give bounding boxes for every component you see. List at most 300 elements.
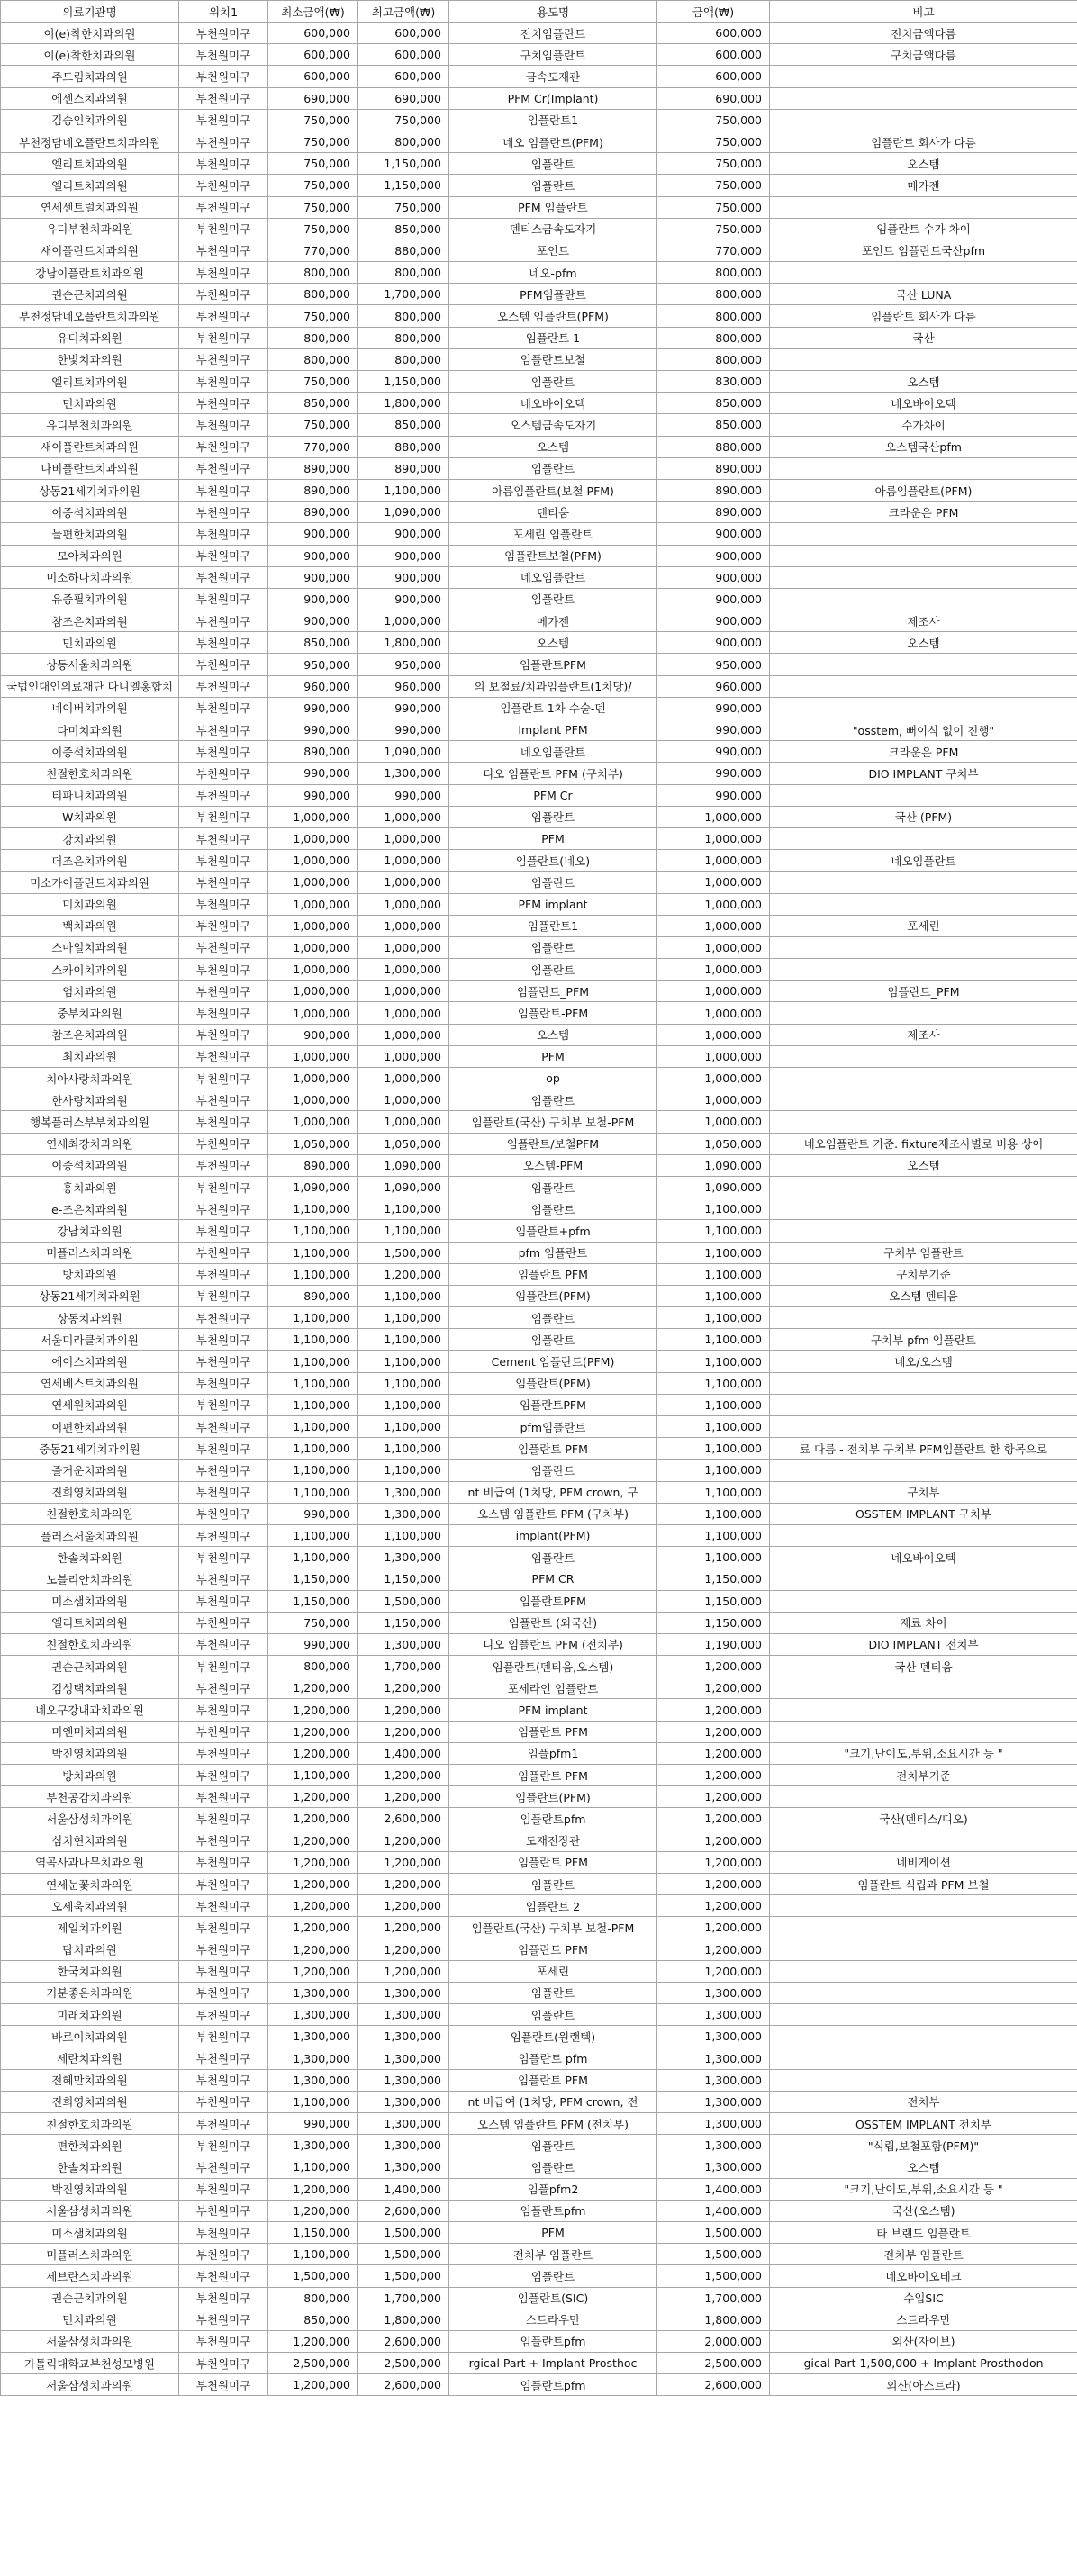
price-cell[interactable]: 1,200,000 — [657, 1895, 770, 1917]
usage-name-cell[interactable]: 임플란트(원랜텍) — [449, 2026, 657, 2047]
location-cell[interactable]: 부천원미구 — [179, 1351, 268, 1372]
location-cell[interactable]: 부천원미구 — [179, 893, 268, 915]
price-cell[interactable]: 1,050,000 — [657, 1133, 770, 1154]
hospital-name-cell[interactable]: 주드림치과의원 — [1, 66, 179, 87]
max-price-cell[interactable]: 900,000 — [358, 588, 449, 610]
max-price-cell[interactable]: 1,200,000 — [358, 1960, 449, 1982]
min-price-cell[interactable]: 1,300,000 — [268, 2004, 358, 2026]
usage-name-cell[interactable]: 포세라인 임플란트 — [449, 1677, 657, 1699]
price-cell[interactable]: 1,100,000 — [657, 1460, 770, 1481]
location-cell[interactable]: 부천원미구 — [179, 1503, 268, 1524]
location-cell[interactable]: 부천원미구 — [179, 218, 268, 240]
usage-name-cell[interactable]: 임플란트-PFM — [449, 1002, 657, 1024]
min-price-cell[interactable]: 1,000,000 — [268, 827, 358, 849]
note-cell[interactable] — [770, 1416, 1077, 1438]
location-cell[interactable]: 부천원미구 — [179, 2200, 268, 2221]
location-cell[interactable]: 부천원미구 — [179, 2221, 268, 2243]
max-price-cell[interactable]: 1,300,000 — [358, 2026, 449, 2047]
note-cell[interactable] — [770, 1307, 1077, 1329]
price-cell[interactable]: 900,000 — [657, 632, 770, 654]
location-cell[interactable]: 부천원미구 — [179, 371, 268, 393]
price-cell[interactable]: 990,000 — [657, 763, 770, 784]
note-cell[interactable]: 아름임플란트(PFM) — [770, 479, 1077, 501]
usage-name-cell[interactable]: 의 보철료/치과임플란트(1치당)/ — [449, 675, 657, 697]
price-cell[interactable]: 1,000,000 — [657, 850, 770, 872]
usage-name-cell[interactable]: 임플pfm1 — [449, 1742, 657, 1764]
note-cell[interactable]: 크라운은 PFM — [770, 502, 1077, 523]
price-cell[interactable]: 1,000,000 — [657, 959, 770, 981]
price-cell[interactable]: 770,000 — [657, 240, 770, 261]
price-cell[interactable]: 900,000 — [657, 545, 770, 566]
min-price-cell[interactable]: 1,100,000 — [268, 1198, 358, 1220]
min-price-cell[interactable]: 1,200,000 — [268, 1677, 358, 1699]
usage-name-cell[interactable]: 임플란트 1 — [449, 327, 657, 348]
location-cell[interactable]: 부천원미구 — [179, 1917, 268, 1939]
max-price-cell[interactable]: 1,200,000 — [358, 1677, 449, 1699]
price-cell[interactable]: 1,000,000 — [657, 872, 770, 893]
max-price-cell[interactable]: 1,000,000 — [358, 1111, 449, 1133]
location-cell[interactable]: 부천원미구 — [179, 959, 268, 981]
min-price-cell[interactable]: 1,100,000 — [268, 1263, 358, 1285]
location-cell[interactable]: 부천원미구 — [179, 284, 268, 305]
min-price-cell[interactable]: 750,000 — [268, 305, 358, 327]
hospital-name-cell[interactable]: 심치현치과의원 — [1, 1830, 179, 1851]
price-cell[interactable]: 830,000 — [657, 371, 770, 393]
location-cell[interactable]: 부천원미구 — [179, 2026, 268, 2047]
min-price-cell[interactable]: 900,000 — [268, 566, 358, 588]
max-price-cell[interactable]: 1,000,000 — [358, 872, 449, 893]
note-cell[interactable]: 국산(덴티스/디오) — [770, 1808, 1077, 1830]
hospital-name-cell[interactable]: 강치과의원 — [1, 827, 179, 849]
price-cell[interactable]: 1,200,000 — [657, 1721, 770, 1742]
price-cell[interactable]: 1,100,000 — [657, 1547, 770, 1568]
usage-name-cell[interactable]: 오스템 임플란트 PFM (전치부) — [449, 2113, 657, 2135]
price-cell[interactable]: 1,000,000 — [657, 981, 770, 1002]
note-cell[interactable] — [770, 457, 1077, 479]
location-cell[interactable]: 부천원미구 — [179, 153, 268, 175]
location-cell[interactable]: 부천원미구 — [179, 1721, 268, 1742]
min-price-cell[interactable]: 750,000 — [268, 218, 358, 240]
usage-name-cell[interactable]: PFM — [449, 2221, 657, 2243]
max-price-cell[interactable]: 1,300,000 — [358, 2113, 449, 2135]
location-cell[interactable]: 부천원미구 — [179, 1460, 268, 1481]
min-price-cell[interactable]: 1,300,000 — [268, 1982, 358, 2003]
min-price-cell[interactable]: 850,000 — [268, 2309, 358, 2330]
hospital-name-cell[interactable]: 미플러스치과의원 — [1, 2244, 179, 2265]
usage-name-cell[interactable]: 임플란트 PFM — [449, 1939, 657, 1960]
note-cell[interactable] — [770, 1002, 1077, 1024]
max-price-cell[interactable]: 1,200,000 — [358, 1721, 449, 1742]
usage-name-cell[interactable]: 오스템 임플란트 PFM (구치부) — [449, 1503, 657, 1524]
usage-name-cell[interactable]: 전치임플란트 — [449, 23, 657, 44]
hospital-name-cell[interactable]: 진희영치과의원 — [1, 1481, 179, 1503]
location-cell[interactable]: 부천원미구 — [179, 1612, 268, 1633]
hospital-name-cell[interactable]: 미소샘치과의원 — [1, 1590, 179, 1612]
price-cell[interactable]: 2,000,000 — [657, 2330, 770, 2352]
min-price-cell[interactable]: 890,000 — [268, 1154, 358, 1176]
usage-name-cell[interactable]: 임플란트pfm — [449, 2330, 657, 2352]
usage-name-cell[interactable]: pfm 임플란트 — [449, 1242, 657, 1263]
location-cell[interactable]: 부천원미구 — [179, 632, 268, 654]
note-cell[interactable]: 전치부 — [770, 2091, 1077, 2112]
price-cell[interactable]: 1,200,000 — [657, 1742, 770, 1764]
usage-name-cell[interactable]: 임플란트 — [449, 588, 657, 610]
location-cell[interactable]: 부천원미구 — [179, 1372, 268, 1394]
price-cell[interactable]: 1,200,000 — [657, 1917, 770, 1939]
min-price-cell[interactable]: 900,000 — [268, 1024, 358, 1045]
location-cell[interactable]: 부천원미구 — [179, 1329, 268, 1351]
note-cell[interactable]: 전치부 임플란트 — [770, 2244, 1077, 2265]
note-cell[interactable]: 오스템 — [770, 1154, 1077, 1176]
min-price-cell[interactable]: 850,000 — [268, 393, 358, 414]
usage-name-cell[interactable]: PFM — [449, 1045, 657, 1067]
note-cell[interactable]: 구치부 pfm 임플란트 — [770, 1329, 1077, 1351]
min-price-cell[interactable]: 1,200,000 — [268, 1851, 358, 1873]
note-cell[interactable] — [770, 697, 1077, 719]
min-price-cell[interactable]: 890,000 — [268, 741, 358, 763]
location-cell[interactable]: 부천원미구 — [179, 327, 268, 348]
max-price-cell[interactable]: 2,500,000 — [358, 2353, 449, 2374]
hospital-name-cell[interactable]: 더조은치과의원 — [1, 850, 179, 872]
min-price-cell[interactable]: 1,090,000 — [268, 1176, 358, 1198]
price-cell[interactable]: 1,100,000 — [657, 1329, 770, 1351]
usage-name-cell[interactable]: 네오임플란트 — [449, 566, 657, 588]
max-price-cell[interactable]: 1,200,000 — [358, 1765, 449, 1786]
price-cell[interactable]: 1,000,000 — [657, 893, 770, 915]
note-cell[interactable]: DIO IMPLANT 구치부 — [770, 763, 1077, 784]
hospital-name-cell[interactable]: 부천공감치과의원 — [1, 1786, 179, 1808]
price-cell[interactable]: 900,000 — [657, 566, 770, 588]
max-price-cell[interactable]: 1,000,000 — [358, 1024, 449, 1045]
min-price-cell[interactable]: 1,100,000 — [268, 1372, 358, 1394]
location-cell[interactable]: 부천원미구 — [179, 981, 268, 1002]
min-price-cell[interactable]: 1,000,000 — [268, 1045, 358, 1067]
usage-name-cell[interactable]: 임플란트 — [449, 806, 657, 827]
hospital-name-cell[interactable]: 새이플란트치과의원 — [1, 240, 179, 261]
hospital-name-cell[interactable]: 방치과의원 — [1, 1765, 179, 1786]
usage-name-cell[interactable]: 임플란트보철(PFM) — [449, 545, 657, 566]
price-cell[interactable]: 1,100,000 — [657, 1220, 770, 1242]
usage-name-cell[interactable]: PFM implant — [449, 893, 657, 915]
max-price-cell[interactable]: 1,000,000 — [358, 827, 449, 849]
min-price-cell[interactable]: 990,000 — [268, 719, 358, 741]
min-price-cell[interactable]: 1,150,000 — [268, 1568, 358, 1590]
price-cell[interactable]: 1,150,000 — [657, 1568, 770, 1590]
usage-name-cell[interactable]: Cement 임플란트(PFM) — [449, 1351, 657, 1372]
max-price-cell[interactable]: 1,000,000 — [358, 936, 449, 958]
max-price-cell[interactable]: 880,000 — [358, 436, 449, 457]
note-cell[interactable]: 임플란트_PFM — [770, 981, 1077, 1002]
note-cell[interactable]: 포세린 — [770, 915, 1077, 936]
min-price-cell[interactable]: 990,000 — [268, 784, 358, 806]
min-price-cell[interactable]: 1,000,000 — [268, 1002, 358, 1024]
min-price-cell[interactable]: 600,000 — [268, 23, 358, 44]
hospital-name-cell[interactable]: 다미치과의원 — [1, 719, 179, 741]
min-price-cell[interactable]: 1,000,000 — [268, 806, 358, 827]
location-cell[interactable]: 부천원미구 — [179, 109, 268, 131]
price-cell[interactable]: 1,200,000 — [657, 1786, 770, 1808]
location-cell[interactable]: 부천원미구 — [179, 2287, 268, 2309]
hospital-name-cell[interactable]: 상동21세기치과의원 — [1, 1285, 179, 1306]
price-cell[interactable]: 1,100,000 — [657, 1438, 770, 1460]
usage-name-cell[interactable]: 임플란트PFM — [449, 1590, 657, 1612]
price-cell[interactable]: 750,000 — [657, 109, 770, 131]
location-cell[interactable]: 부천원미구 — [179, 936, 268, 958]
location-cell[interactable]: 부천원미구 — [179, 2091, 268, 2112]
min-price-cell[interactable]: 1,000,000 — [268, 915, 358, 936]
min-price-cell[interactable]: 750,000 — [268, 109, 358, 131]
hospital-name-cell[interactable]: 오세욱치과의원 — [1, 1895, 179, 1917]
price-cell[interactable]: 1,100,000 — [657, 1351, 770, 1372]
price-cell[interactable]: 800,000 — [657, 327, 770, 348]
price-cell[interactable]: 850,000 — [657, 414, 770, 436]
usage-name-cell[interactable]: 임플란트 — [449, 872, 657, 893]
hospital-name-cell[interactable]: 행복플러스부부치과의원 — [1, 1111, 179, 1133]
min-price-cell[interactable]: 800,000 — [268, 1656, 358, 1677]
location-cell[interactable]: 부천원미구 — [179, 1765, 268, 1786]
min-price-cell[interactable]: 750,000 — [268, 371, 358, 393]
usage-name-cell[interactable]: 오스템 임플란트(PFM) — [449, 305, 657, 327]
location-cell[interactable]: 부천원미구 — [179, 131, 268, 152]
usage-name-cell[interactable]: 임플란트(PFM) — [449, 1372, 657, 1394]
hospital-name-cell[interactable]: 민치과의원 — [1, 393, 179, 414]
max-price-cell[interactable]: 1,000,000 — [358, 981, 449, 1002]
hospital-name-cell[interactable]: 미치과의원 — [1, 893, 179, 915]
location-cell[interactable]: 부천원미구 — [179, 2004, 268, 2026]
min-price-cell[interactable]: 600,000 — [268, 44, 358, 66]
hospital-name-cell[interactable]: 연세눈꽃치과의원 — [1, 1873, 179, 1894]
usage-name-cell[interactable]: 임플란트pfm — [449, 2200, 657, 2221]
usage-name-cell[interactable]: 임플란트 — [449, 936, 657, 958]
hospital-name-cell[interactable]: 서울삼성치과의원 — [1, 2330, 179, 2352]
location-cell[interactable]: 부천원미구 — [179, 1524, 268, 1546]
hospital-name-cell[interactable]: 네이버치과의원 — [1, 697, 179, 719]
note-cell[interactable] — [770, 1524, 1077, 1546]
usage-name-cell[interactable]: 네오임플란트 — [449, 741, 657, 763]
hospital-name-cell[interactable]: 유디부천치과의원 — [1, 414, 179, 436]
min-price-cell[interactable]: 1,200,000 — [268, 1699, 358, 1721]
min-price-cell[interactable]: 1,200,000 — [268, 1786, 358, 1808]
price-cell[interactable]: 1,200,000 — [657, 1830, 770, 1851]
usage-name-cell[interactable]: 오스템-PFM — [449, 1154, 657, 1176]
hospital-name-cell[interactable]: 미엔미치과의원 — [1, 1721, 179, 1742]
usage-name-cell[interactable]: 임플란트+pfm — [449, 1220, 657, 1242]
usage-name-cell[interactable]: 네오-pfm — [449, 262, 657, 284]
min-price-cell[interactable]: 1,200,000 — [268, 1742, 358, 1764]
usage-name-cell[interactable]: 임플란트 PFM — [449, 1851, 657, 1873]
max-price-cell[interactable]: 1,700,000 — [358, 1656, 449, 1677]
min-price-cell[interactable]: 1,100,000 — [268, 1460, 358, 1481]
usage-name-cell[interactable]: 임플란트 — [449, 1176, 657, 1198]
usage-name-cell[interactable]: PFM — [449, 827, 657, 849]
min-price-cell[interactable]: 900,000 — [268, 610, 358, 632]
usage-name-cell[interactable]: 포인트 — [449, 240, 657, 261]
usage-name-cell[interactable]: PFM Cr — [449, 784, 657, 806]
location-cell[interactable]: 부천원미구 — [179, 1176, 268, 1198]
max-price-cell[interactable]: 1,200,000 — [358, 1939, 449, 1960]
usage-name-cell[interactable]: 임플란트 — [449, 1873, 657, 1894]
location-cell[interactable]: 부천원미구 — [179, 1089, 268, 1111]
max-price-cell[interactable]: 1,000,000 — [358, 1089, 449, 1111]
location-cell[interactable]: 부천원미구 — [179, 23, 268, 44]
location-cell[interactable]: 부천원미구 — [179, 1024, 268, 1045]
note-cell[interactable]: "osstem, 뻐이식 없이 진행" — [770, 719, 1077, 741]
usage-name-cell[interactable]: 임플란트 — [449, 2265, 657, 2287]
price-cell[interactable]: 890,000 — [657, 479, 770, 501]
usage-name-cell[interactable]: 임플란트PFM — [449, 654, 657, 675]
max-price-cell[interactable]: 1,100,000 — [358, 1351, 449, 1372]
location-cell[interactable]: 부천원미구 — [179, 1699, 268, 1721]
note-cell[interactable]: 외산(아스트라) — [770, 2374, 1077, 2396]
note-cell[interactable]: 국산 LUNA — [770, 284, 1077, 305]
location-cell[interactable]: 부천원미구 — [179, 305, 268, 327]
price-cell[interactable]: 1,150,000 — [657, 1612, 770, 1633]
note-cell[interactable]: 크라운은 PFM — [770, 741, 1077, 763]
note-cell[interactable] — [770, 196, 1077, 218]
usage-name-cell[interactable]: 임플란트(덴티움,오스템) — [449, 1656, 657, 1677]
min-price-cell[interactable]: 750,000 — [268, 1612, 358, 1633]
price-cell[interactable]: 1,100,000 — [657, 1242, 770, 1263]
hospital-name-cell[interactable]: 상동치과의원 — [1, 1307, 179, 1329]
usage-name-cell[interactable]: 임플란트 — [449, 1460, 657, 1481]
note-cell[interactable] — [770, 262, 1077, 284]
hospital-name-cell[interactable]: 모아치과의원 — [1, 545, 179, 566]
hospital-name-cell[interactable]: 편한치과의원 — [1, 2135, 179, 2156]
usage-name-cell[interactable]: 임플란트 PFM — [449, 1765, 657, 1786]
hospital-name-cell[interactable]: 미래치과의원 — [1, 2004, 179, 2026]
usage-name-cell[interactable]: 포세린 — [449, 1960, 657, 1982]
hospital-name-cell[interactable]: 미소샘치과의원 — [1, 2221, 179, 2243]
note-cell[interactable]: "식립,보철포함(PFM)" — [770, 2135, 1077, 2156]
note-cell[interactable] — [770, 1198, 1077, 1220]
price-cell[interactable]: 1,800,000 — [657, 2309, 770, 2330]
col-header-price[interactable]: 금액(₩) — [657, 1, 770, 23]
usage-name-cell[interactable]: 임플란트 pfm — [449, 2047, 657, 2069]
max-price-cell[interactable]: 1,100,000 — [358, 1285, 449, 1306]
max-price-cell[interactable]: 1,200,000 — [358, 1699, 449, 1721]
hospital-name-cell[interactable]: 이편한치과의원 — [1, 1416, 179, 1438]
price-cell[interactable]: 750,000 — [657, 196, 770, 218]
location-cell[interactable]: 부천원미구 — [179, 2135, 268, 2156]
price-cell[interactable]: 900,000 — [657, 610, 770, 632]
location-cell[interactable]: 부천원미구 — [179, 44, 268, 66]
price-cell[interactable]: 1,200,000 — [657, 1677, 770, 1699]
hospital-name-cell[interactable]: 가톨릭대학교부천성모병원 — [1, 2353, 179, 2374]
usage-name-cell[interactable]: 임플란트 (외국산) — [449, 1612, 657, 1633]
note-cell[interactable] — [770, 936, 1077, 958]
price-cell[interactable]: 1,090,000 — [657, 1176, 770, 1198]
note-cell[interactable]: 전치금액다름 — [770, 23, 1077, 44]
note-cell[interactable] — [770, 1699, 1077, 1721]
price-cell[interactable]: 1,100,000 — [657, 1394, 770, 1415]
location-cell[interactable]: 부천원미구 — [179, 479, 268, 501]
hospital-name-cell[interactable]: 이종석치과의원 — [1, 741, 179, 763]
usage-name-cell[interactable]: 임플pfm2 — [449, 2178, 657, 2200]
usage-name-cell[interactable]: rgical Part + Implant Prosthoc — [449, 2353, 657, 2374]
location-cell[interactable]: 부천원미구 — [179, 1111, 268, 1133]
max-price-cell[interactable]: 1,400,000 — [358, 2178, 449, 2200]
price-cell[interactable]: 1,100,000 — [657, 1416, 770, 1438]
usage-name-cell[interactable]: PFM임플란트 — [449, 284, 657, 305]
max-price-cell[interactable]: 800,000 — [358, 131, 449, 152]
min-price-cell[interactable]: 1,100,000 — [268, 2244, 358, 2265]
min-price-cell[interactable]: 1,050,000 — [268, 1133, 358, 1154]
location-cell[interactable]: 부천원미구 — [179, 240, 268, 261]
usage-name-cell[interactable]: 포세린 임플란트 — [449, 523, 657, 545]
min-price-cell[interactable]: 1,300,000 — [268, 2069, 358, 2091]
price-cell[interactable]: 990,000 — [657, 741, 770, 763]
max-price-cell[interactable]: 950,000 — [358, 654, 449, 675]
note-cell[interactable]: 구치부 임플란트 — [770, 1242, 1077, 1263]
hospital-name-cell[interactable]: 중부치과의원 — [1, 1002, 179, 1024]
min-price-cell[interactable]: 1,150,000 — [268, 1590, 358, 1612]
usage-name-cell[interactable]: nt 비급여 (1치당, PFM crown, 구 — [449, 1481, 657, 1503]
note-cell[interactable]: 임플란트 회사가 다름 — [770, 131, 1077, 152]
hospital-name-cell[interactable]: 엘리트치과의원 — [1, 153, 179, 175]
hospital-name-cell[interactable]: 스카이치과의원 — [1, 959, 179, 981]
note-cell[interactable]: gical Part 1,500,000 + Implant Prosthodon — [770, 2353, 1077, 2374]
usage-name-cell[interactable]: 임플란트보철 — [449, 348, 657, 370]
price-cell[interactable]: 1,200,000 — [657, 1939, 770, 1960]
note-cell[interactable] — [770, 1786, 1077, 1808]
min-price-cell[interactable]: 1,200,000 — [268, 2200, 358, 2221]
usage-name-cell[interactable]: PFM 임플란트 — [449, 196, 657, 218]
max-price-cell[interactable]: 1,000,000 — [358, 806, 449, 827]
min-price-cell[interactable]: 800,000 — [268, 2287, 358, 2309]
location-cell[interactable]: 부천원미구 — [179, 872, 268, 893]
price-cell[interactable]: 1,200,000 — [657, 1765, 770, 1786]
hospital-name-cell[interactable]: 노블리안치과의원 — [1, 1568, 179, 1590]
location-cell[interactable]: 부천원미구 — [179, 2330, 268, 2352]
location-cell[interactable]: 부천원미구 — [179, 414, 268, 436]
hospital-name-cell[interactable]: 한국치과의원 — [1, 1960, 179, 1982]
max-price-cell[interactable]: 1,150,000 — [358, 371, 449, 393]
hospital-name-cell[interactable]: 세란치과의원 — [1, 2047, 179, 2069]
hospital-name-cell[interactable]: 에이스치과의원 — [1, 1351, 179, 1372]
price-cell[interactable]: 1,400,000 — [657, 2178, 770, 2200]
note-cell[interactable]: 포인트 임플란트국산pfm — [770, 240, 1077, 261]
note-cell[interactable]: 네오/오스템 — [770, 1351, 1077, 1372]
location-cell[interactable]: 부천원미구 — [179, 566, 268, 588]
usage-name-cell[interactable]: 도재전장관 — [449, 1830, 657, 1851]
min-price-cell[interactable]: 1,300,000 — [268, 2135, 358, 2156]
location-cell[interactable]: 부천원미구 — [179, 545, 268, 566]
hospital-name-cell[interactable]: 방치과의원 — [1, 1263, 179, 1285]
max-price-cell[interactable]: 880,000 — [358, 240, 449, 261]
max-price-cell[interactable]: 1,300,000 — [358, 1503, 449, 1524]
price-cell[interactable]: 960,000 — [657, 675, 770, 697]
min-price-cell[interactable]: 1,000,000 — [268, 1089, 358, 1111]
usage-name-cell[interactable]: PFM Cr(Implant) — [449, 87, 657, 109]
hospital-name-cell[interactable]: 민치과의원 — [1, 2309, 179, 2330]
max-price-cell[interactable]: 1,300,000 — [358, 1982, 449, 2003]
usage-name-cell[interactable]: 임플란트 — [449, 1089, 657, 1111]
usage-name-cell[interactable]: 임플란트(SIC) — [449, 2287, 657, 2309]
hospital-name-cell[interactable]: 김성택치과의원 — [1, 1677, 179, 1699]
price-cell[interactable]: 990,000 — [657, 719, 770, 741]
max-price-cell[interactable]: 900,000 — [358, 566, 449, 588]
max-price-cell[interactable]: 1,000,000 — [358, 959, 449, 981]
min-price-cell[interactable]: 1,000,000 — [268, 1068, 358, 1089]
usage-name-cell[interactable]: 임플란트(PFM) — [449, 1285, 657, 1306]
min-price-cell[interactable]: 1,000,000 — [268, 959, 358, 981]
max-price-cell[interactable]: 1,800,000 — [358, 393, 449, 414]
location-cell[interactable]: 부천원미구 — [179, 2047, 268, 2069]
location-cell[interactable]: 부천원미구 — [179, 436, 268, 457]
location-cell[interactable]: 부천원미구 — [179, 1394, 268, 1415]
hospital-name-cell[interactable]: e-조은치과의원 — [1, 1198, 179, 1220]
usage-name-cell[interactable]: 임플란트 — [449, 2156, 657, 2178]
